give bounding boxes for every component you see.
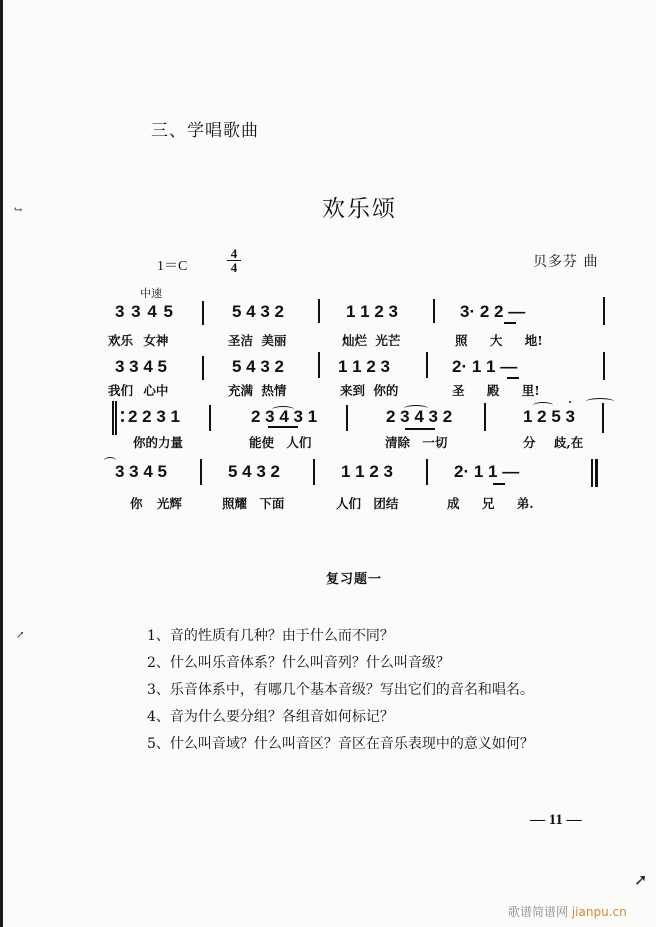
lyrics: 你的力量	[133, 435, 184, 450]
scan-mark-icon: ➚	[634, 870, 648, 889]
time-signature-bottom: 4	[227, 260, 241, 274]
barline	[209, 405, 211, 431]
sixteenth-underline	[268, 426, 298, 428]
question-item: 3、乐音体系中，有哪几个基本音级？写出它们的音名和唱名。	[147, 682, 534, 698]
slur	[404, 405, 428, 412]
lyrics: 充满 热情	[228, 383, 287, 398]
measure-notes: 3· 2 2 —	[460, 302, 526, 321]
repeat-start-thin	[112, 401, 114, 435]
tempo-marking: 中速	[140, 287, 162, 300]
question-item: 5、什么叫音域？什么叫音区？音区在音乐表现中的意义如何？	[147, 736, 534, 752]
barline	[426, 459, 428, 485]
barline	[202, 356, 204, 380]
repeat-start-thick	[115, 401, 117, 435]
barline	[603, 297, 605, 325]
lyrics: 能使 人们	[249, 435, 312, 450]
key-signature: 1＝C	[157, 259, 188, 274]
repeat-dot	[121, 411, 124, 414]
slur	[533, 402, 553, 409]
review-title: 复习题一	[326, 572, 383, 587]
lyrics: 欢乐 女神	[108, 333, 169, 348]
repeat-dot	[121, 419, 124, 422]
question-item: 2、什么叫乐音体系？什么叫音列？什么叫音级？	[147, 655, 450, 671]
measure-notes: 5 4 3 2	[232, 302, 284, 321]
final-barline-thick	[595, 459, 598, 487]
barline	[484, 403, 486, 431]
measure-notes: 2 3 4 3 2	[386, 407, 453, 426]
watermark-text: 歌谱简谱网	[508, 905, 569, 919]
barline	[426, 352, 428, 378]
time-signature	[227, 247, 241, 274]
scan-mark-icon: ↗	[16, 630, 25, 641]
lyrics: 人们 团结	[336, 496, 399, 511]
barline	[433, 299, 435, 323]
question-item: 1、音的性质有几种？由于什么而不同？	[147, 628, 394, 644]
composer: 贝多芬 曲	[533, 254, 599, 270]
measure-notes: 2· 1 1 —	[454, 462, 520, 481]
time-signature-top: 4	[230, 246, 238, 261]
watermark-url: jianpu.cn	[571, 905, 627, 919]
slur	[272, 406, 294, 413]
measure-notes: 1 2 5 3	[523, 407, 575, 426]
page-edge	[0, 0, 3, 927]
measure-notes: 5 4 3 2	[232, 357, 284, 376]
song-title: 欢乐颂	[322, 196, 397, 222]
scan-mark-icon: ↪	[14, 205, 23, 216]
measure-notes: 3 3 4 5	[115, 357, 167, 376]
barline	[346, 405, 348, 431]
lyrics: 照耀 下面	[222, 496, 285, 511]
measure-notes: 1 1 2 3	[341, 462, 393, 481]
eighth-underline	[504, 322, 516, 324]
measure-notes: 3 3 4 5	[115, 302, 173, 321]
lyrics: 分 歧,在	[523, 435, 584, 450]
question-item: 4、音为什么要分组？各组音如何标记？	[147, 709, 394, 725]
lyrics: 灿烂 光芒	[342, 333, 401, 348]
measure-notes: 2 3 4 3 1	[251, 407, 318, 426]
final-barline-thin	[591, 459, 593, 487]
lyrics: 你 光辉	[130, 496, 182, 511]
barline	[202, 301, 204, 325]
lyrics: 圣洁 美丽	[228, 333, 287, 348]
lyrics: 来到 你的	[340, 383, 399, 398]
lyrics: 圣 殿 里!	[452, 383, 540, 398]
barline	[603, 352, 605, 380]
lyrics: 我们 心中	[108, 383, 169, 398]
eighth-underline	[507, 377, 519, 379]
eighth-underline	[493, 483, 505, 485]
measure-notes: 5 4 3 2	[228, 462, 280, 481]
lyrics: 照 大 地!	[455, 333, 543, 348]
sixteenth-underline	[405, 428, 435, 430]
barline	[200, 459, 202, 485]
section-heading: 三、学唱歌曲	[151, 121, 259, 141]
measure-notes: 1 1 2 3	[346, 302, 398, 321]
barline	[313, 459, 315, 485]
barline	[318, 352, 320, 378]
watermark	[508, 903, 627, 920]
measure-notes: 3 3 4 5	[115, 462, 167, 481]
measure-notes: 2 2 3 1	[128, 407, 180, 426]
octave-dot	[569, 401, 571, 403]
lyrics: 清除 一切	[385, 435, 448, 450]
barline	[318, 299, 320, 323]
barline	[602, 403, 604, 433]
page-number: — 11 —	[530, 812, 582, 828]
measure-notes: 1 1 2 3	[338, 357, 390, 376]
measure-notes: 2· 1 1 —	[452, 357, 518, 376]
lyrics: 成 兄 弟.	[447, 496, 534, 511]
tie	[586, 398, 614, 405]
